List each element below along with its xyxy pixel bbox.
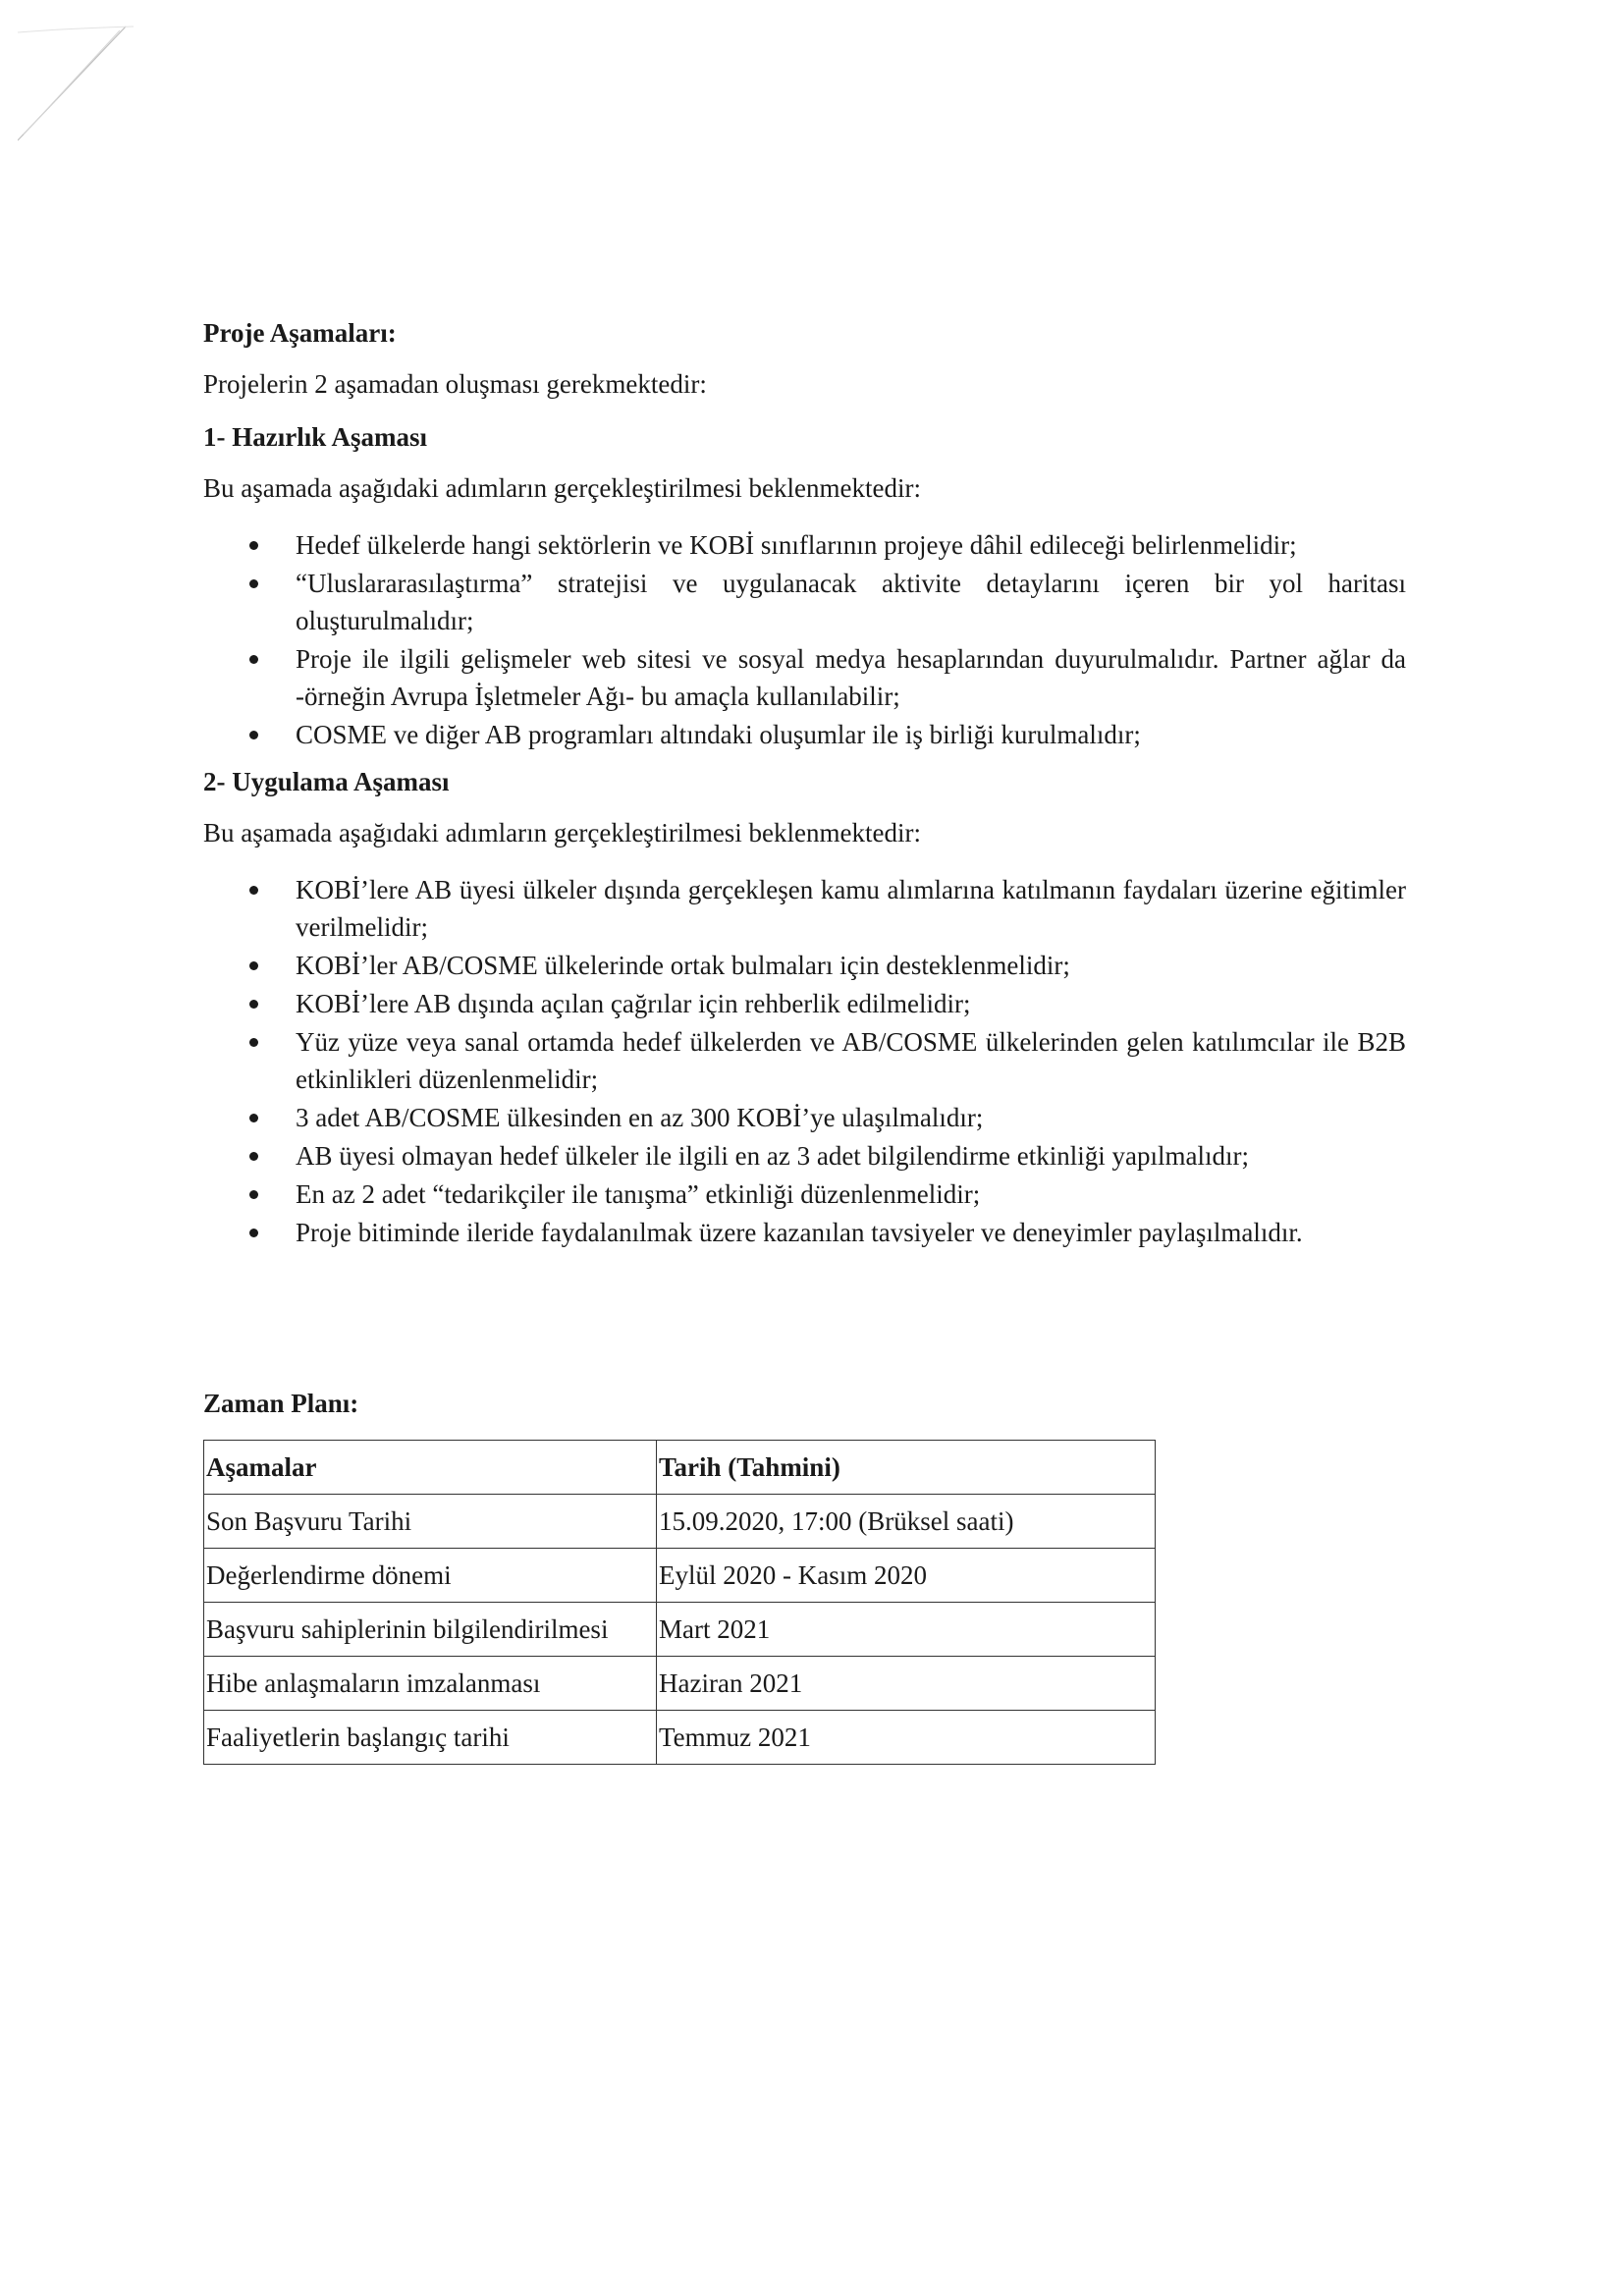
bullet-icon	[249, 579, 258, 588]
bullet-icon	[249, 1114, 258, 1122]
list-item: Proje bitiminde ileride faydalanılmak üzere kazanılan tavsiyeler ve deneyimler paylaşılmalıdır.	[203, 1214, 1406, 1251]
list-item: KOBİ’lere AB dışında açılan çağrılar için rehberlik edilmelidir;	[203, 985, 1406, 1022]
table-row	[204, 1549, 1156, 1603]
section-title-project-phases: Proje Aşamaları:	[203, 318, 397, 348]
table-cell: Son Başvuru Tarihi	[204, 1495, 657, 1549]
table-cell: Haziran 2021	[657, 1657, 1156, 1711]
list-item: En az 2 adet “tedarikçiler ile tanışma” etkinliği düzenlenmelidir;	[203, 1175, 1406, 1213]
list-item: Hedef ülkelerde hangi sektörlerin ve KOBİ sınıflarının projeye dâhil edileceği belirlenmelidir;	[203, 526, 1406, 564]
bullet-icon	[249, 1000, 258, 1009]
schedule-table	[203, 1440, 1156, 1765]
phase1-list	[203, 526, 1406, 753]
bullet-icon	[249, 731, 258, 739]
phase1-lead: Bu aşamada aşağıdaki adımların gerçekleştirilmesi beklenmektedir:	[203, 473, 921, 503]
bullet-icon	[249, 1152, 258, 1161]
phase2-lead: Bu aşamada aşağıdaki adımların gerçekleştirilmesi beklenmektedir:	[203, 818, 921, 847]
list-item: AB üyesi olmayan hedef ülkeler ile ilgili en az 3 adet bilgilendirme etkinliği yapılmalıdır;	[203, 1137, 1406, 1175]
bullet-icon	[249, 541, 258, 550]
intro-paragraph: Projelerin 2 aşamadan oluşması gerekmektedir:	[203, 369, 707, 399]
bullet-icon	[249, 961, 258, 970]
column-header: Aşamalar	[204, 1441, 657, 1495]
list-item: 3 adet AB/COSME ülkesinden en az 300 KOBİ’ye ulaşılmalıdır;	[203, 1099, 1406, 1136]
table-cell: Temmuz 2021	[657, 1711, 1156, 1765]
list-item: Proje ile ilgili gelişmeler web sitesi ve sosyal medya hesaplarından duyurulmalıdır. Partner ağlar da -örneğin Avrupa İşletmeler Ağı- bu amaçla kullanılabilir;	[203, 640, 1406, 715]
document-page	[203, 314, 1406, 1765]
list-item: KOBİ’lere AB üyesi ülkeler dışında gerçekleşen kamu alımlarına katılmanın faydaları üzerine eğitimler verilmelidir;	[203, 871, 1406, 946]
table-cell: Faaliyetlerin başlangıç tarihi	[204, 1711, 657, 1765]
table-row	[204, 1495, 1156, 1549]
schedule-heading: Zaman Planı:	[203, 1389, 359, 1418]
table-cell: Mart 2021	[657, 1603, 1156, 1657]
table-cell: Eylül 2020 - Kasım 2020	[657, 1549, 1156, 1603]
table-row	[204, 1603, 1156, 1657]
table-row	[204, 1657, 1156, 1711]
column-header: Tarih (Tahmini)	[657, 1441, 1156, 1495]
bullet-icon	[249, 1038, 258, 1047]
phase2-heading: 2- Uygulama Aşaması	[203, 767, 450, 796]
list-item: KOBİ’ler AB/COSME ülkelerinde ortak bulmaları için desteklenmelidir;	[203, 947, 1406, 984]
list-item: “Uluslararasılaştırma” stratejisi ve uygulanacak aktivite detaylarını içeren bir yol haritası oluşturulmalıdır;	[203, 565, 1406, 639]
phase2-list	[203, 871, 1406, 1251]
bullet-icon	[249, 655, 258, 664]
list-item: COSME ve diğer AB programları altındaki oluşumlar ile iş birliği kurulmalıdır;	[203, 716, 1406, 753]
table-cell: Hibe anlaşmaların imzalanması	[204, 1657, 657, 1711]
scan-artifact-mark	[18, 25, 135, 142]
table-cell: 15.09.2020, 17:00 (Brüksel saati)	[657, 1495, 1156, 1549]
table-cell: Değerlendirme dönemi	[204, 1549, 657, 1603]
table-row	[204, 1711, 1156, 1765]
bullet-icon	[249, 1229, 258, 1237]
phase1-heading: 1- Hazırlık Aşaması	[203, 422, 427, 452]
table-cell: Başvuru sahiplerinin bilgilendirilmesi	[204, 1603, 657, 1657]
bullet-icon	[249, 1190, 258, 1199]
table-header-row	[204, 1441, 1156, 1495]
bullet-icon	[249, 886, 258, 895]
list-item: Yüz yüze veya sanal ortamda hedef ülkelerden ve AB/COSME ülkelerinden gelen katılımcılar ile B2B etkinlikleri düzenlenmelidir;	[203, 1023, 1406, 1098]
